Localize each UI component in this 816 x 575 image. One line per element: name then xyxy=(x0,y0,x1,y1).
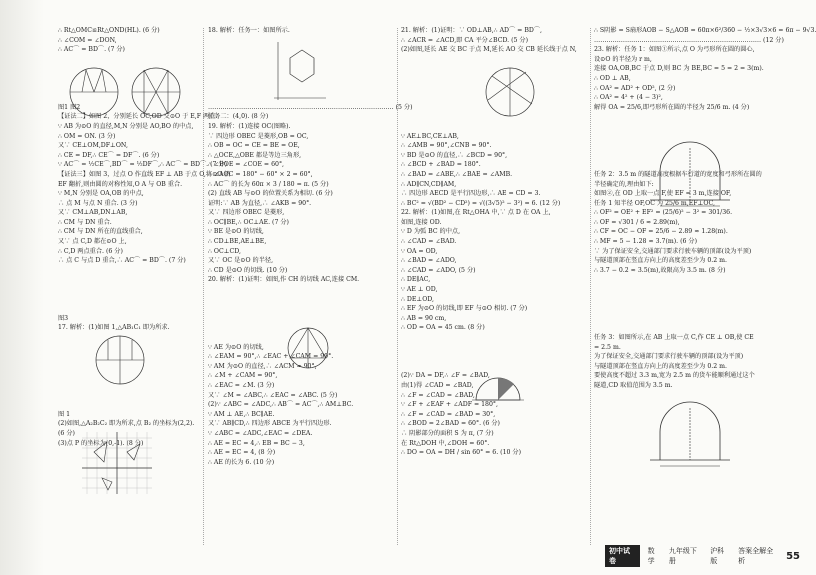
answer-line xyxy=(594,112,784,122)
answer-line: 20. 解析：(1)证明：如图,作 CH 的切线 AC,连接 CM. xyxy=(208,276,360,284)
answer-line: 与隧道顶部在竖直方向上的高度差至少为 0.2 m. xyxy=(594,257,727,265)
answer-line: 【证法二】如图 2，分别延长 OC,OD 交⊙O 于 E,F 两点. xyxy=(58,113,218,121)
answer-line: ∴ AD∥CN,CD∥AM, xyxy=(401,180,457,188)
answer-line: 又∵ OC 是⊙O 的半径, xyxy=(208,257,274,265)
answer-line: (2)如图,△A₂B₂C₂ 即为所求,点 B₂ 的坐标为(2,2). xyxy=(58,420,195,428)
answer-line: ……………………………………………………………………………… (5 分) xyxy=(208,103,413,111)
answer-line: ∴ △OCE,△OBE 都是等边三角形, xyxy=(208,151,302,159)
answer-line: (2)∵ ∠ABC = ∠ADC,∴ AB⌒ = AC⌒,∴ AM⊥BC. xyxy=(208,401,354,409)
answer-line: 由(1)得 ∠CAD = ∠BAD, xyxy=(401,381,474,389)
answer-line xyxy=(58,400,200,410)
answer-line: ∴ OC⊥CD, xyxy=(208,247,241,255)
answer-line: ∵ BD 是⊙O 的直径,∴ ∠BCD = 90°, xyxy=(401,151,508,159)
answer-line: 任务 2：3.5 m 的隧道高度根据车行道的宽度和弓形所在圆的 xyxy=(594,170,762,178)
answer-line: ∵ OA = OD, xyxy=(401,247,438,255)
answer-line: ∴ ∠CAD = ∠BAD. xyxy=(401,238,457,246)
answer-line xyxy=(594,323,784,333)
answer-line: 与隧道顶部在竖直方向上的高度差至少为 0.2 m. xyxy=(594,362,727,370)
answer-line: ∴ OC∥BE,∴ OC⊥AE. (7 分) xyxy=(208,218,289,226)
answer-line: ∴ ∠BAD = ∠ADO, xyxy=(401,257,457,265)
answer-line: ∴ ∠AOC = 180° − 60° × 2 = 60°, xyxy=(208,170,313,178)
answer-line: 【证法三】如图 3，过点 O 作直线 EF ⊥ AB 于点 O,将⊙O 沿 xyxy=(58,170,231,178)
answer-line: ∴ CD⊥BE,AE⊥BE, xyxy=(208,238,267,246)
answer-line: 任务 1 知半径 OF,OC 为 25/6 m,EF⊥OC, xyxy=(594,199,715,207)
answer-line xyxy=(594,304,784,314)
answer-line: 又∵ 点 C,D 都在⊙O 上, xyxy=(58,238,127,246)
figure-circle-q21 xyxy=(480,60,540,124)
column-2 xyxy=(208,26,413,547)
answer-line xyxy=(208,304,394,314)
answer-line: 18. 解析：任务一：如图所示. xyxy=(208,27,290,34)
answer-line: 22. 解析：(1)如图,在 Rt△OHA 中,∵ 点 D 在 OA 上, xyxy=(401,209,551,217)
figure-circle-3 xyxy=(90,330,150,390)
answer-line: ∴ ∠BCD + ∠BAD = 180°. xyxy=(401,161,481,169)
answer-line: ∴ ∠F = ∠CAD = ∠BAD, xyxy=(401,391,475,399)
answer-line: (3)点 P 的坐标为(0,-1). (8 分) xyxy=(58,439,144,447)
answer-line: ∵ ∠F + ∠EAF + ∠ADF = 180°, xyxy=(401,401,498,409)
answer-line: 又∵ 四边形 OBEC 是菱形, xyxy=(208,209,285,217)
answer-line: ∵ AE⊥BC,CE⊥AB, xyxy=(401,132,459,140)
answer-line: ∴ ∠BOE = ∠COE = 60°, xyxy=(208,161,285,169)
answer-line: 证明:∵ AB 为直径,∴ ∠AKB = 90°. xyxy=(208,199,312,207)
answer-line: ……………………………………………………………………… (12 分) xyxy=(594,36,784,44)
answer-line xyxy=(208,295,394,305)
answer-line: 23. 解析：任务 1：如图①所示,点 O 为弓形所在圆的圆心, xyxy=(594,46,755,54)
footer-badge: 初中试卷 xyxy=(605,545,640,567)
figure-circle-q20 xyxy=(278,320,338,376)
answer-line: 又∵ AB∥CD,∴ 四边形 ABCE 为平行四边形. xyxy=(208,420,332,428)
answer-line: 如图②,在 OD 上取一点 F,使 EF = 3 m,连接 OF, xyxy=(594,190,732,198)
answer-line: ∴ ∠AMB = 90°,∠CNB = 90°. xyxy=(401,142,492,150)
answer-line xyxy=(594,275,784,285)
page-number: 55 xyxy=(786,550,800,562)
answer-line: ∴ ∠COM = ∠DON, xyxy=(58,36,117,44)
answer-line xyxy=(58,295,200,305)
figure-tunnel-1 xyxy=(640,142,740,214)
answer-line: 又∵ CE⊥OM,DF⊥ON, xyxy=(58,142,128,150)
answer-line: ∴ AB = 90 cm, xyxy=(401,314,447,322)
answer-line: ∴ OD = OA = 45 cm. (8 分) xyxy=(401,324,485,332)
answer-line: ∴ CD 是⊙O 的切线. (10 分) xyxy=(208,266,288,274)
answer-line xyxy=(58,391,200,401)
answer-line xyxy=(401,343,587,353)
answer-line: ∵ AE ⊥ OD, xyxy=(401,286,438,294)
answer-line: ∵ AB 为⊙O 的直径,M,N 分别是 AO,BO 的中点, xyxy=(58,122,194,130)
answer-line: ∴ 四边形 AECD 是平行四边形,∴ AE = CD = 3. xyxy=(401,190,541,198)
answer-line xyxy=(594,122,784,132)
answer-line xyxy=(58,304,200,314)
answer-line: ∴ DE⊥OD, xyxy=(401,295,434,303)
answer-line: ∴ OF = √301 / 6 ≈ 2.89(m), xyxy=(594,218,680,226)
answer-line: 为了保证安全,交通部门要求行驶车辆的顶部(设为平顶) xyxy=(594,353,744,361)
column-divider xyxy=(203,28,204,545)
answer-line: ∴ OF² = OE² + EF² = (25/6)² − 3² = 301/36. xyxy=(594,209,733,217)
answer-line xyxy=(594,285,784,295)
answer-line: 在 Rt△DOH 中,∠DOH = 60°. xyxy=(401,439,490,447)
figure-coordinate-grid xyxy=(82,432,152,494)
answer-line xyxy=(401,352,587,362)
answer-line: 连接 OA,OB,BC 于点 D,则 BC 为 BE,BC = 5 = 2 = 3(m). xyxy=(594,65,764,73)
answer-line: ∴ OB = OC = CE = BE = OE, xyxy=(208,142,300,150)
figure-semicircle-q22 xyxy=(470,370,526,406)
answer-line xyxy=(208,285,394,295)
answer-line: ∴ BC² = √(BD² − CD²) = √((3√5)² − 3²) = 6. (12 分) xyxy=(401,199,561,207)
answer-line: ∵ D 为弧 BC 的中点, xyxy=(401,228,461,236)
answer-line: ∴ CM 与 DN 所在的直线重合, xyxy=(58,228,143,236)
answer-line: ∴ 阴影部分的面积 S 为 π, (7 分) xyxy=(401,429,494,437)
answer-line: ∵ AE 为⊙O 的切线, xyxy=(208,343,264,351)
answer-line: ∴ AE 的长为 6. (10 分) xyxy=(208,458,275,466)
answer-line: ∴ AC⌒ 的长为 60π × 3 / 180 = π. (5 分) xyxy=(208,180,329,188)
footer-grade: 九年级下册 xyxy=(668,547,697,565)
answer-line: 要使高度不超过 3.3 m,宽为 2.5 m 的货车能顺利通过这个 xyxy=(594,372,755,380)
answer-line: ∴ CM 与 DN 重合. xyxy=(58,218,112,226)
answer-line: ∴ CF = OC − OF = 25/6 − 2.89 ≈ 1.28(m). xyxy=(594,228,728,236)
answer-line: ∴ EF 为⊙O 的切线,即 EF 与⊙O 相切. (7 分) xyxy=(401,305,528,313)
figure-hexagon xyxy=(268,40,328,102)
answer-line xyxy=(594,132,784,142)
answer-line: ∴ AE = EC = 4, (8 分) xyxy=(208,449,276,457)
answer-line: ∴ DE∥AC, xyxy=(401,276,431,284)
answer-line: ∴ ∠EAC = ∠M. (3 分) xyxy=(208,381,275,389)
answer-line: ∴ ∠M + ∠CAM = 90°, xyxy=(208,372,278,380)
answer-line: ∴ C,D 两点重合. (6 分) xyxy=(58,247,123,255)
answer-line: ∴ 点 M 与点 N 重合. (3 分) xyxy=(58,199,138,207)
answer-line xyxy=(594,295,784,305)
answer-line: ∴ 3.7 − 0.2 ≈ 3.5(m),故限高为 3.5 m. (8 分) xyxy=(594,266,726,274)
answer-line: (2) 直线 AB 与⊙O 的位置关系为相切. (6 分) xyxy=(208,190,333,198)
answer-line: 21. 解析：(1)证明：∵ OD⊥AB,∴ AD⌒ = BD⌒, xyxy=(401,27,542,34)
answer-line: ∴ OD ⊥ AB, xyxy=(594,74,631,82)
answer-line: 图1 图2 xyxy=(58,103,81,111)
answer-line xyxy=(594,314,784,324)
answer-line: 任务二：(4,0). (8 分) xyxy=(208,113,269,121)
answer-line: ∴ ∠F = ∠CAD = ∠BAD = 30°, xyxy=(401,410,496,418)
answer-line: ∵ 四边形 OBEC 是菱形,OB = OC, xyxy=(208,132,309,140)
footer-edition: 沪科版 xyxy=(710,547,725,565)
figure-circle-1 xyxy=(64,58,124,120)
book-gutter xyxy=(0,0,44,575)
answer-line: ∴ AC⌒ = BD⌒. (7 分) xyxy=(58,46,125,54)
page-footer xyxy=(605,545,800,567)
answer-line xyxy=(58,285,200,295)
answer-line: ∵ AM ⊥ AE,∴ BC∥AE. xyxy=(208,410,275,418)
answer-line: 又∵ CM⊥AB,DN⊥AB, xyxy=(58,209,128,217)
answer-line: (6 分) xyxy=(58,429,75,437)
answer-line: ∴ OA² = 4² + (4 − 3)², xyxy=(594,94,663,102)
answer-line: 图3 xyxy=(58,314,69,322)
answer-line: (2)∵ DA = DF,∴ ∠F = ∠BAD, xyxy=(401,372,490,380)
answer-line: 19. 解析：(1)连接 OC(图略). xyxy=(208,122,291,130)
answer-line: 17. 解析：(1)如图 1,△AB₁C₁ 即为所求. xyxy=(58,324,170,332)
answer-line: ∴ MF = 5 − 1.28 ≈ 3.7(m). (6 分) xyxy=(594,238,697,246)
answer-line: (2)如图,延长 AE 交 BC 于点 M,延长 AO 交 CB 延长线于点 N, xyxy=(401,46,577,54)
column-divider xyxy=(590,28,591,545)
figure-circle-2 xyxy=(126,58,186,120)
footer-subject: 数学 xyxy=(647,547,655,565)
answer-line: ∴ Rt△OMC≌Rt△OND(HL). (6 分) xyxy=(58,27,160,34)
answer-line: ∴ 点 C 与点 D 重合,∴ AC⌒ = BD⌒. (7 分) xyxy=(58,257,186,265)
answer-line xyxy=(58,275,200,285)
answer-line: ∵ AM 为⊙O 的直径,∴ ∠ACM = 90°, xyxy=(208,362,317,370)
figure-tunnel-2 xyxy=(640,402,740,474)
answer-line xyxy=(58,266,200,276)
answer-line: ∴ ∠CAD = ∠ADO, (5 分) xyxy=(401,266,476,274)
answer-line: EF 翻折,则由圆的对称性知,O A 与 OB 重合. xyxy=(58,180,183,188)
answer-line: ∴ ∠BAD = ∠ABE,∴ ∠BAE = ∠AMB. xyxy=(401,170,513,178)
answer-line: ∵ M,N 分别是 OA,OB 的中点, xyxy=(58,190,144,198)
answer-line: 解得 OA = 25/6,即弓形所在圆的半径为 25/6 m. (4 分) xyxy=(594,103,750,111)
answer-line: ∴ ∠ACR = ∠ACD,即 CA 平分∠BCD. (5 分) xyxy=(401,36,529,44)
answer-line: 设⊙O 的半径为 r m, xyxy=(594,55,652,63)
answer-line: 又∵ ∠M = ∠ABC,∴ ∠EAC = ∠ABC. (5 分) xyxy=(208,391,338,399)
answer-line: 隧道,CD 取值范围为 3.5 m. xyxy=(594,381,673,389)
answer-line: ∴ OA² = AD² + OD², (2 分) xyxy=(594,84,676,92)
answer-line: ∴ ∠BOD = 2∠BAD = 60°. (6 分) xyxy=(401,420,500,428)
answer-line: ∴ S阴影 = S扇形AOB − S△AOB = 60π×6²/360 − ½×3√3×6 = 6π − 9√3. xyxy=(594,27,816,34)
answer-line: ∵ 为了保证安全,交通部门要求行驶车辆的顶部(设为平顶) xyxy=(594,247,752,255)
answer-line: ∵ AC⌒ = ½CE⌒,BD⌒ = ½DF⌒,∴ AC⌒ = BD⌒. (7 分) xyxy=(58,161,227,169)
answer-line: ∴ DO = OA = DH / sin 60° = 6. (10 分) xyxy=(401,449,522,457)
answer-line: ∴ CE = DF,∴ CE⌒ = DF⌒. (6 分) xyxy=(58,151,160,159)
answer-line: ∵ BE 是⊙O 的切线, xyxy=(208,228,264,236)
answer-line xyxy=(401,333,587,343)
answer-line: ∴ ∠EAM = 90°,∴ ∠EAC + ∠CAM = 90°. xyxy=(208,353,334,361)
answer-line: 如图,连接 OD. xyxy=(401,218,442,226)
footer-tag: 答案全解全析 xyxy=(738,547,774,565)
answer-line: 半径确定的,理由如下: xyxy=(594,180,654,188)
answer-line: 任务 3：如图所示,在 AB 上取一点 C,作 CE ⊥ OB,使 CE xyxy=(594,334,754,341)
answer-line: 图 1 xyxy=(58,410,71,418)
answer-line: = 2.5 m. xyxy=(594,343,621,351)
answer-line: ∴ AE = EC = 4,∴ EB = BC − 3, xyxy=(208,439,305,447)
answer-line: ∵ ∠ABC = ∠ADC,∠EAC = ∠DEA. xyxy=(208,429,313,437)
answer-line: ∴ OM = ON. (3 分) xyxy=(58,132,116,140)
